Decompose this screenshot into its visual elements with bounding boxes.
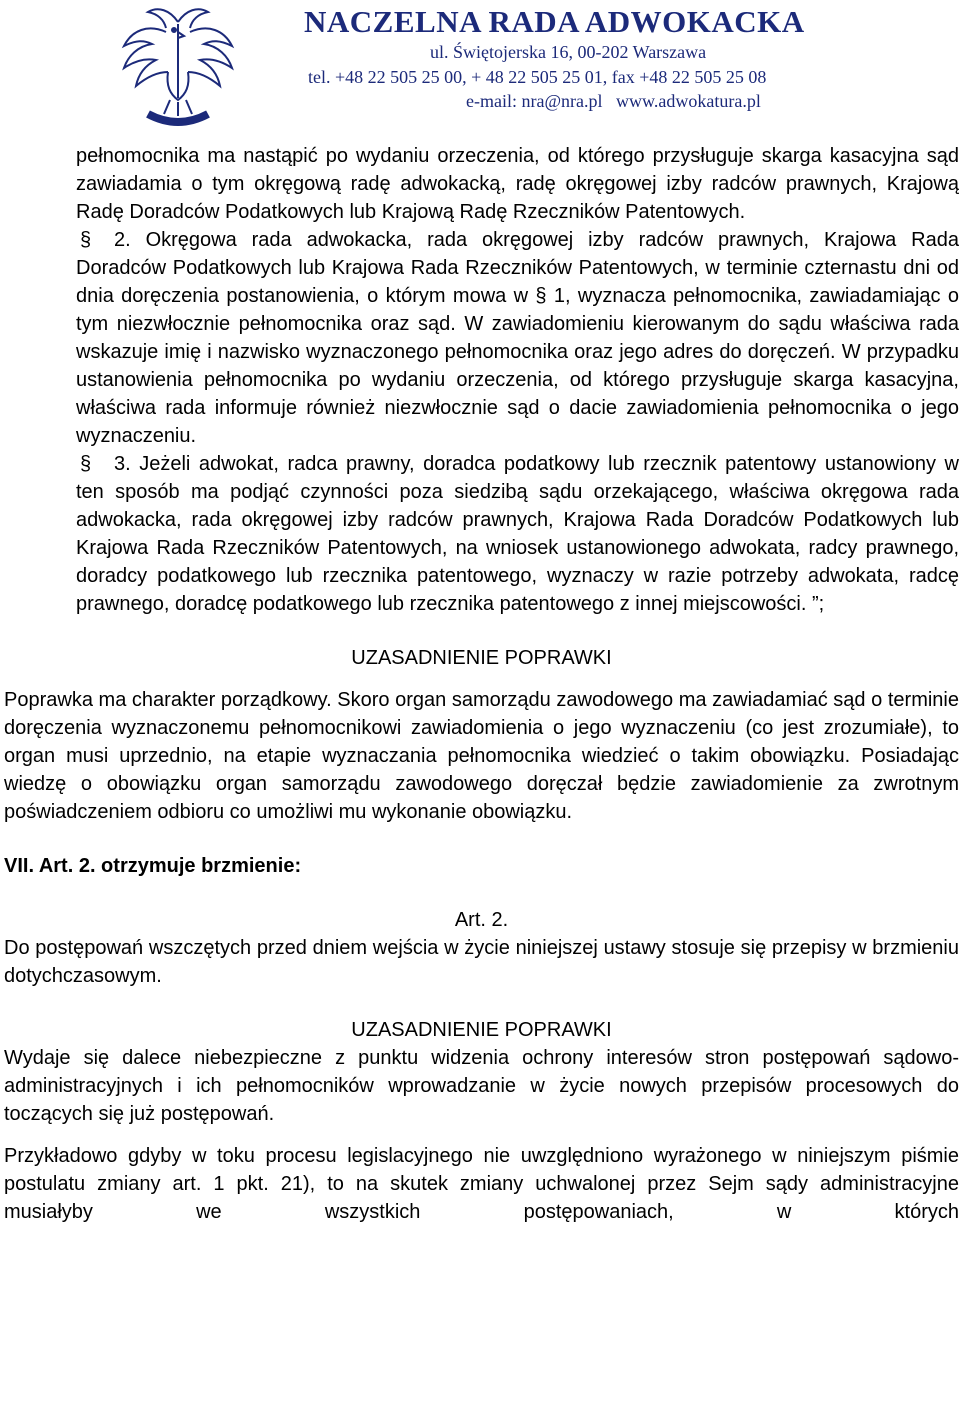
paragraph-justification: Wydaje się dalece niebezpieczne z punktu widzenia ochrony interesów stron postępowań sądowo-administracyjnych i ich pełnomocników wprowadzanie w życie nowych przepisów procesowych do toczących się już postępowań. [4,1047,959,1125]
org-name: NACZELNA RADA ADWOKACKA [304,4,805,39]
justification-heading: UZASADNIENIE POPRAWKI [351,647,612,669]
org-contact-online [466,91,761,112]
article-title: Art. 2. [454,909,509,931]
letterhead [0,0,960,135]
org-email[interactable]: e-mail: nra@nra.pl [466,91,603,111]
org-phones: tel. +48 22 505 25 00, + 48 22 505 25 01, fax +48 22 505 25 08 [308,67,767,87]
document-body [4,142,959,1226]
paragraph-section-3 [76,450,959,618]
eagle-emblem-icon [118,2,238,130]
paragraph-example: Przykładowo gdyby w toku procesu legislacyjnego nie uwzględniono wyrażonego w niniejszym piśmie postulatu zmiany art. 1 pkt. 21), to na skutek zmiany uchwalonej przez Sejm sądy administracyjne musiałyby we wszystkich postępowaniach, w których [4,1145,959,1223]
amendment-heading: VII. Art. 2. otrzymuje brzmienie: [4,855,302,877]
section-2-text: 2. Okręgowa rada adwokacka, rada okręgowej izby radców prawnych, Krajowa Rada Doradców Podatkowych lub Krajowa Rada Rzeczników Patentowych, w terminie czternastu dni od dnia doręczenia postanowienia, o którym mowa w § 1, wyznacza pełnomocnika, zawiadamiając o tym niezwłocznie pełnomocnika oraz sąd. W zawiadomieniu kierowanym do sądu właściwa rada wskazuje imię i nazwisko wyznaczonego pełnomocnika oraz jego adres do doręczeń. W przypadku ustanowienia pełnomocnika po wydaniu orzeczenia, od którego przysługuje skarga kasacyjna, właściwa rada informuje również niezwłocznie sąd o dacie zawiadomienia pełnomocnika o jego wyznaczeniu. [76,229,959,447]
section-symbol: § [80,453,92,475]
section-3-text: 3. Jeżeli adwokat, radca prawny, doradca podatkowy lub rzecznik patentowy ustanowiony w ten sposób ma podjąć czynności poza siedzibą sądu orzekającego, właściwa okręgowa rada adwokacka, rada okręgowej izby radców prawnych, Krajowa Rada Doradców Podatkowych lub Krajowa Rada Rzeczników Patentowych, na wniosek ustanowionego adwokata, radcy prawnego, doradcy podatkowego lub rzecznika patentowego, wyznaczy w razie potrzeby adwokata, radcę prawnego, doradcę podatkowego lub rzecznika patentowego z innej miejscowości. ”; [76,453,959,615]
justification-heading: UZASADNIENIE POPRAWKI [351,1019,612,1041]
org-address: ul. Świętojerska 16, 00-202 Warszawa [430,42,707,62]
section-symbol: § [80,229,92,251]
paragraph-justification: Poprawka ma charakter porządkowy. Skoro organ samorządu zawodowego ma zawiadamiać sąd o terminie doręczenia wyznaczonemu pełnomocnikowi zawiadomienia o jego wyznaczeniu (co jest zrozumiałe), to organ musi uprzednio, na etapie wyznaczania pełnomocnika wiedzieć o takim obowiązku. Posiadając wiedzę o obowiązku organ samorządu zawodowego doręczał będzie zawiadomienie za zwrotnym poświadczeniem odbioru co umożliwi mu wykonanie obowiązku. [4,689,959,823]
org-website[interactable]: www.adwokatura.pl [616,91,761,111]
paragraph-section-2 [76,226,959,450]
article-text: Do postępowań wszczętych przed dniem wejścia w życie niniejszej ustawy stosuje się przepisy w brzmieniu dotychczasowym. [4,937,959,987]
paragraph-continuation: pełnomocnika ma nastąpić po wydaniu orzeczenia, od którego przysługuje skarga kasacyjna sąd zawiadamia o tym okręgową radę adwokacką, radę okręgowej izby radców prawnych, Krajową Radę Doradców Podatkowych lub Krajową Radę Rzeczników Patentowych. [76,145,959,223]
